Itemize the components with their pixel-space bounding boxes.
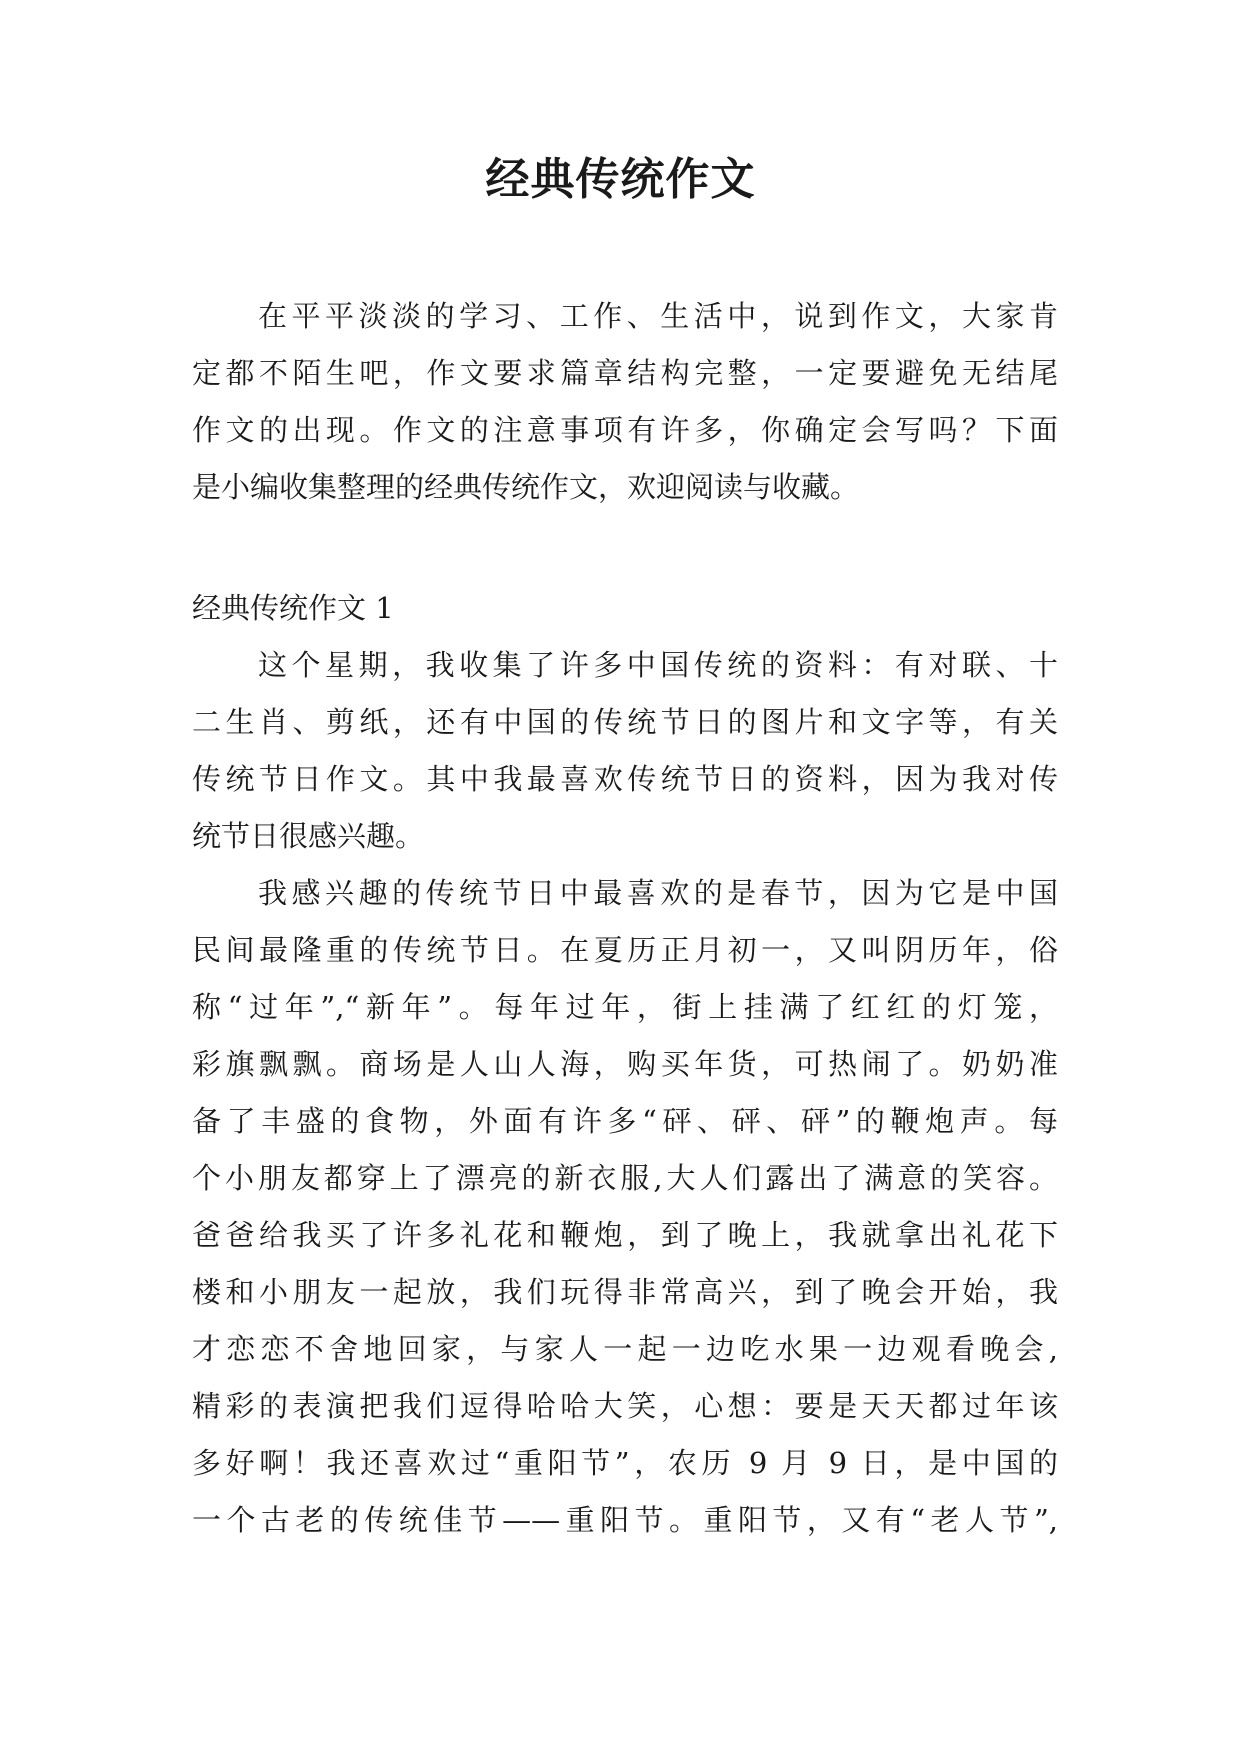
essay-body [192,637,1058,1549]
paragraph-line: 我感兴趣的传统节日中最喜欢的是春节，因为它是中国 [258,876,1058,910]
paragraph-line: 彩旗飘飘。商场是人山人海，购买年货，可热闹了。奶奶准 [192,1047,1058,1081]
paragraph-line: 统节日很感兴趣。 [192,819,425,853]
paragraph-line: 一个古老的传统佳节——重阳节。重阳节，又有“老人节”, [192,1503,1058,1537]
paragraph-line: 传统节日作文。其中我最喜欢传统节日的资料，因为我对传 [192,762,1058,796]
paragraph-line: 备了丰盛的食物，外面有许多“砰、砰、砰”的鞭炮声。每 [192,1104,1058,1138]
paragraph-line: 这个星期，我收集了许多中国传统的资料：有对联、十 [258,648,1058,682]
paragraph-line: 民间最隆重的传统节日。在夏历正月初一，又叫阴历年，俗 [192,933,1058,967]
document-title: 经典传统作文 [485,154,756,205]
paragraph-line: 个小朋友都穿上了漂亮的新衣服,大人们露出了满意的笑容。 [192,1161,1058,1195]
paragraph-line: 精彩的表演把我们逗得哈哈大笑，心想：要是天天都过年该 [192,1389,1058,1423]
intro-line: 作文的出现。作文的注意事项有许多，你确定会写吗？下面 [192,413,1058,447]
paragraph-line: 爸爸给我买了许多礼花和鞭炮，到了晚上，我就拿出礼花下 [192,1218,1058,1252]
paragraph-line: 称“过年”,“新年”。每年过年，街上挂满了红红的灯笼， [192,990,1058,1024]
intro-paragraph [192,288,1058,516]
intro-line: 是小编收集整理的经典传统作文，欢迎阅读与收藏。 [192,470,860,504]
intro-line: 定都不陌生吧，作文要求篇章结构完整，一定要避免无结尾 [192,356,1058,390]
intro-line: 在平平淡淡的学习、工作、生活中，说到作文，大家肯 [258,299,1058,333]
section-heading: 经典传统作文 1 [192,591,394,625]
paragraph-line: 二生肖、剪纸，还有中国的传统节日的图片和文字等，有关 [192,705,1058,739]
paragraph-line: 多好啊！我还喜欢过“重阳节”，农历 9 月 9 日，是中国的 [192,1446,1058,1480]
paragraph-line: 才恋恋不舍地回家，与家人一起一边吃水果一边观看晚会, [192,1332,1058,1366]
paragraph-line: 楼和小朋友一起放，我们玩得非常高兴，到了晚会开始，我 [192,1275,1058,1309]
